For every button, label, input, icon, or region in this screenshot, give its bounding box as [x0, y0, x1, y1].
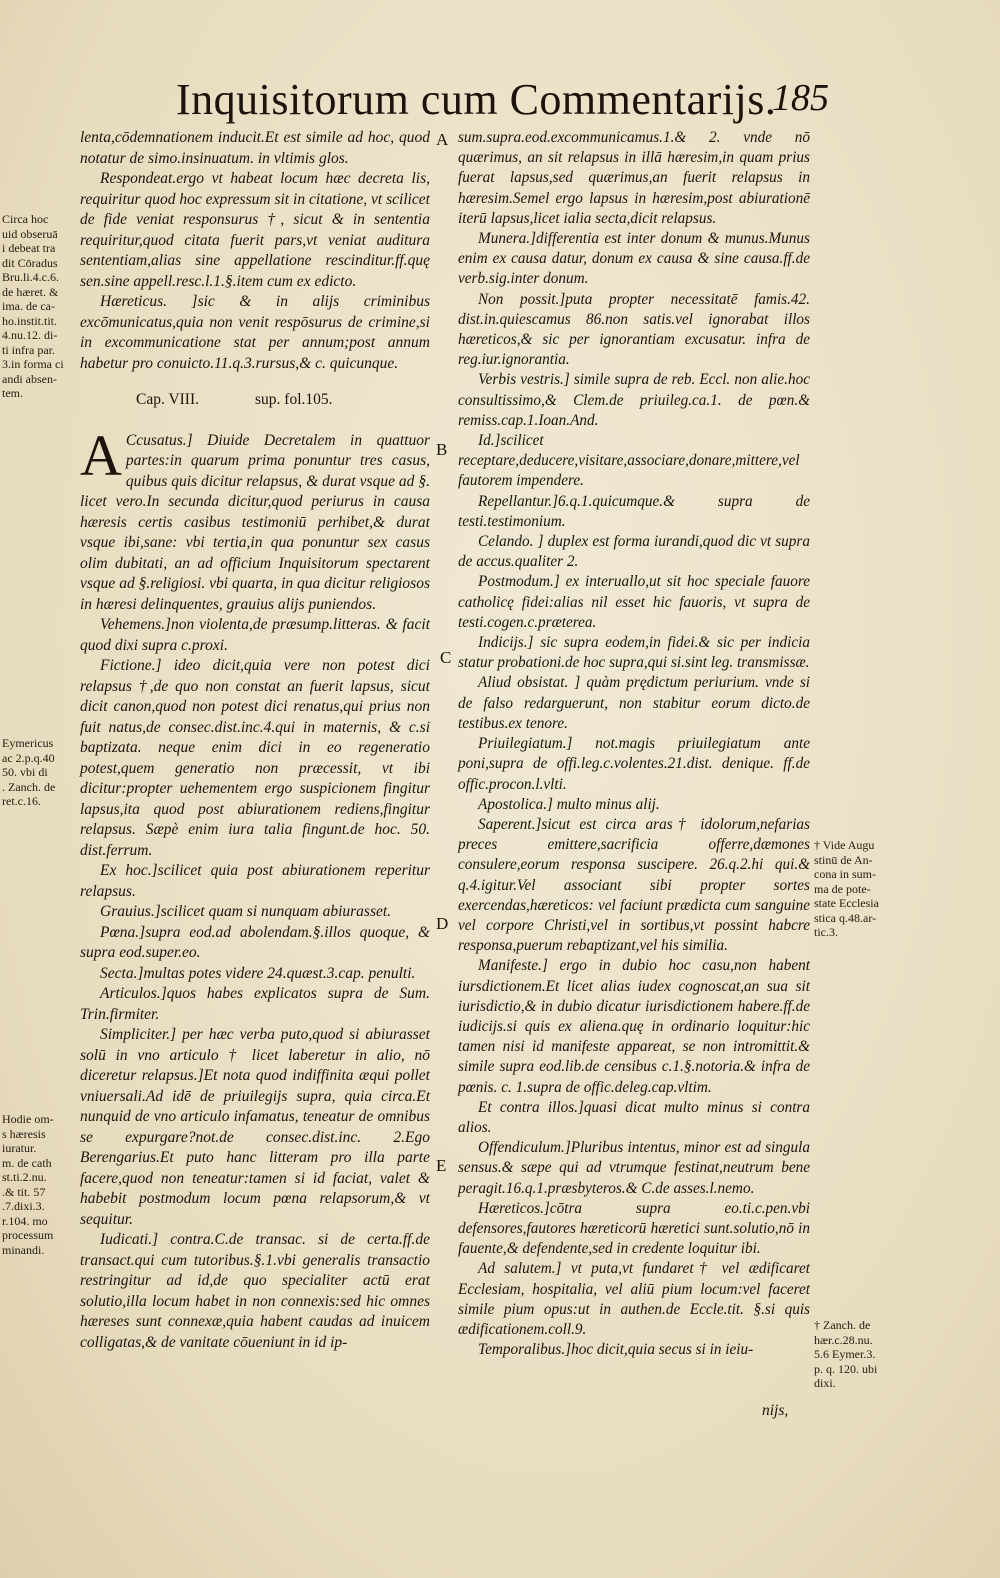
left-column — [80, 128, 430, 1353]
commentary-entry: Grauius.]scilicet quam si nunquam abiurasset. — [100, 903, 392, 920]
commentary-entry: Pœna.]supra eod.ad abolendam.§.illos quoque, & supra eod.super.eo. — [80, 923, 430, 961]
commentary-entry: Id.]scilicet receptare,deducere,visitare,associare,donare,mittere,vel fautorem impendere. — [458, 432, 800, 490]
left-paragraph: Hæreticus. ]sic & in alijs criminibus excōmunicatus,quia non venit respōsurus de crimine,si in excommunicatione stat per annum;post annum habetur pro conuicto.11.q.3.rursus,& c. quicunque. — [80, 293, 430, 372]
commentary-entry: Celando. ] duplex est forma iurandi,quod dic vt supra de accus.qualiter 2. — [458, 533, 810, 571]
commentary-text: Ccusatus.] Diuide Decretalem in quattuor partes:in quarum prima ponuntur tres casus, quibus quis dicitur relapsus, & durat vsque ad §. licet vero.In secunda dicitur,quod periurus in causa hæresis certis casibus testimoniū perhibet,& durat vsque ibi,sane: vbi tertia,in qua ponuntur sex casus olim dubitati, an ad officium Inquisitorum spectarent vsque ad §.religiosi. vbi quarta, in qua dicitur religiosos in hæresi delinquentes, grauius alijs puniendos. — [80, 431, 430, 613]
section-letter-a: A — [436, 130, 449, 149]
commentary-entry: Et contra illos.]quasi dicat multo minus si contra alios. — [458, 1098, 810, 1136]
commentary-entry: Manifeste.] ergo in dubio hoc casu,non habent iursdictionem.Et licet alias iudex cognoscat,an sua sit iurisdictio,& in dubio dicatur iurisdictionem habere.ff.de iudicijs.si quis ex aliena.quę in ordinario loquitur:hic tamen nisi id manifeste appareat, se non intromittit.& simile supra eod.lib.de censibus c.1.§.notoria.& infra de pœnis. c. 1.supra de offic.deleg.cap.vltim. — [458, 957, 810, 1096]
margin-note-left-2: Eymericus ac 2.p.q.40 50. vbi di . Zanch. de ret.c.16. — [2, 736, 56, 808]
right-column — [458, 128, 810, 1360]
section-letter-c: C — [440, 648, 452, 667]
margin-note-left-3: Hodie om- s hæresis iuratur. m. de cath st.ti.2.nu. .& tit. 57 .7.dixi.3. r.104. mo processum minandi. — [2, 1112, 54, 1257]
page-header — [0, 74, 1000, 134]
commentary-entry: Ex hoc.]scilicet quia post abiurationem reperitur relapsus. — [80, 862, 430, 900]
commentary-entry: Munera.]differentia est inter donum & munus.Munus enim ex causa datur, donum ex causa & sine causa.ff.de verb.sig.inter donum. — [458, 230, 810, 288]
commentary-entry: Postmodum.] ex interuallo,ut sit hoc speciale fauore catholicę fidei:alias nil esset hic fauoris, vt supra de testi.cogen.c.præterea. — [458, 573, 810, 631]
folio-number: 185 — [772, 77, 829, 119]
commentary-entry: Temporalibus.]hoc dicit,quia secus si in ieiu- — [478, 1341, 754, 1359]
commentary-entry: Saperent.]sicut est circa aras† idolorum,nefarias preces emittere,sacrificia offerre,dæmones consulere,eorum responsa suscipere. 26.q.2.hi qui.& q.4.igitur.Vel associant sibi propter sortes exercendas,hæreticos: vel faciunt prædicta cum sanguine vel corpore Christi,vel in sortibus,vt possint habcre responsa,puerum rebaptizant,vel his similia. — [458, 815, 810, 955]
chapter-heading — [80, 390, 430, 411]
chapter-reference: sup. fol.105. — [255, 391, 333, 408]
commentary-entry: Articulos.]quos habes explicatos supra de Sum. Trin.firmiter. — [80, 985, 430, 1023]
commentary-entry: Indicijs.] sic supra eodem,in fidei.& sic per indicia statur probationi.de hoc supra,qui si.sint leg. transmissæ. — [458, 634, 810, 672]
margin-note-left-1: Circa hoc uid obseruā i debeat tra dit Cōradus Bru.li.4.c.6. de hæret. & ima. de ca- ho.instit.tit. 4.nu.12. di- ti infra par. 3.in forma ci andi absen- tem. — [2, 212, 64, 400]
margin-note-right-2: † Zanch. de hær.c.28.nu. 5.6 Eymer.3. p. q. 120. ubi dixi. — [814, 1318, 878, 1390]
commentary-entry: Iudicati.] contra.C.de transac. si de certa.ff.de transact.qui cum tutoribus.§.1.vbi generalis transactio restringitur ad id,de quo specialiter actū erat solutio,illa locum habet in non connexis:sed hic omnes hæreses sunt connexæ,quia habent caudas ad inuicem colligatas,& de vanitate cōueniunt in id ip- — [80, 1231, 430, 1351]
chapter-label: Cap. VIII. — [136, 391, 199, 408]
commentary-entry: Aliud obsistat. ] quàm prędictum periurium. vnde si de falso redarguerunt, non stabitur eorum dicto.de testibus.ex tenore. — [458, 674, 810, 732]
commentary-entry: Hæreticos.]cōtra supra eo.ti.c.pen.vbi defensores,fautores hæreticorū hæretici sunt.solutio,nō in fauente,& defendente,sed in credente loquitur ibi. — [458, 1199, 810, 1258]
commentary-entry: Apostolica.] multo minus alij. — [478, 795, 660, 813]
commentary-entry: Non possit.]puta propter necessitatē famis.42. dist.in.quiescamus 86.non satis.vel ignorabat illos hæreticos,& sic per ignorantiam excusatur. infra de reg.iur.ignorantia. — [458, 290, 810, 369]
commentary-entry: Offendiculum.]Pluribus intentus, minor est ad singula sensus.& sæpe qui ad vtrumque festinat,neutrum bene peragit.16.q.1.præsbyteros.& C.de asses.l.nemo. — [458, 1139, 810, 1197]
commentary-entry: Secta.]multas potes videre 24.quæst.3.cap. penulti. — [100, 964, 416, 982]
section-letter-e: E — [436, 1156, 447, 1175]
section-letter-d: D — [436, 914, 449, 933]
catchword: nijs, — [762, 1402, 789, 1419]
left-paragraph: lenta,cōdemnationem inducit.Et est simile ad hoc, quod notatur de simo.insinuatum. in vltimis glos. — [80, 129, 430, 167]
commentary-entry: Vehemens.]non violenta,de præsump.litteras. & facit quod dixi supra c.proxi. — [80, 616, 430, 654]
commentary-entry: Repellantur.]6.q.1.quicumque.& supra de testi.testimonium. — [458, 492, 810, 530]
commentary-entry — [80, 422, 430, 616]
commentary-entry: Fictione.] ideo dicit,quia vere non potest dici relapsus †,de quo non constat an fuerit lapsus, sicut dicit canon,quod non potest dici renatus,qui prius non fuit natus,de consec.dist.inc.4.qui in maternis, & c.si baptizata. neque enim dici in eo regeneratio potest,quem generatio non præcessit, vt ibi dicitur:propter uehementem ergo suspicionem fingitur lapsus,ita quod post abiurationem rediens,fingitur relapsus. Sæpè enim iura talia fingunt.de hoc. 50. dist.ferrum. — [80, 657, 430, 859]
commentary-entry: Verbis vestris.] simile supra de reb. Eccl. non alie.hoc consultissimo,& Clem.de priuileg.ca.1. de pœn.& remiss.cap.1.Ioan.And. — [458, 371, 810, 429]
running-title: Inquisitorum cum Commentarijs. — [176, 75, 777, 124]
margin-note-right-1: † Vide Augu stinū de An- cona in sum- ma de pote- state Ecclesia stica q.48.ar- tic.3. — [814, 838, 879, 939]
commentary-entry: Ad salutem.] vt puta,vt fundaret† vel ædificaret Ecclesiam, hospitalia, vel aliū pium locum:vel faceret simile pium opus:ut in authen.de Eccle.tit. §.si quis ædificationem.coll.9. — [458, 1260, 810, 1338]
commentary-entry: sum.supra.eod.excommunicamus.1.& 2. vnde nō quærimus, an sit relapsus in illā hæresim,in quam prius fuerat lapsus,sed quærimus,an fuerit relapsus in hæresim.Semel ergo lapsus in hæresim,post abiurationē iterū lapsus,licet ialia secta,dicit relapsus. — [458, 129, 810, 227]
commentary-entry: Priuilegiatum.] not.magis priuilegiatum ante poni,supra de offi.leg.c.volentes.21.dist. denique. ff.de offic.procon.l.vlti. — [458, 735, 810, 793]
left-paragraph: Respondeat.ergo vt habeat locum hæc decreta lis, requiritur quod hoc expressum sit in citatione, vt scilicet de fide veniat responsurus †, sicut & in sententia requiritur,quod citata fuerit pars,vt veniat auditura sententiam,alias sine appellatione rescinditur.ff.quę sen.sine appell.resc.l.1.§.item cum ex edicto. — [80, 170, 430, 290]
drop-cap: A — [80, 422, 122, 488]
commentary-entry: Simpliciter.] per hæc verba puto,quod si abiurasset solū in vno articulo † licet laberetur in alio, nō diceretur relapsus.]Et nota quod indiffinita æqui pollet vniuersali.Ad idē de priuilegijs supra, quia circa.Et nunquid de vno articulo infamatus, teneatur de omnibus se expurgare?not.de consec.dist.inc. 2.Ego Berengarius.Et puto hanc litteram pro illa parte facere,quod non teneatur:tamen si id faciat, valet & habebit postmodum locum pœna relapsorum,& vt sequitur. — [80, 1026, 430, 1228]
section-letter-b: B — [436, 440, 448, 459]
